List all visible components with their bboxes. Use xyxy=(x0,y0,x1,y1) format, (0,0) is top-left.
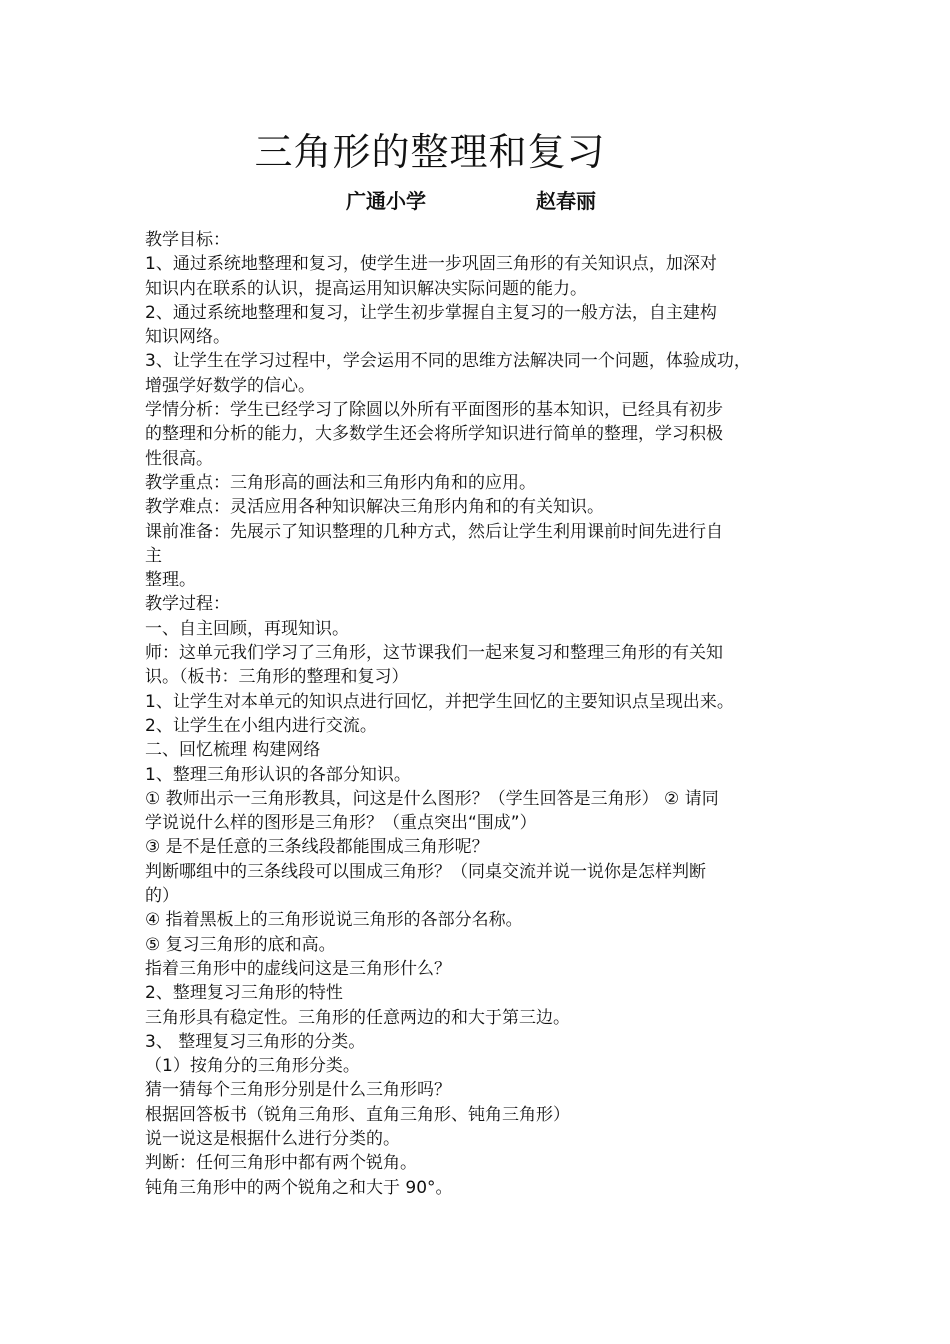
text-line: 2、让学生在小组内进行交流。 xyxy=(145,715,377,736)
text-line: 二、回忆梳理 构建网络 xyxy=(145,740,321,761)
text-line: 1、让学生对本单元的知识点进行回忆，并把学生回忆的主要知识点呈现出来。 xyxy=(145,691,734,712)
text-line: 的整理和分析的能力，大多数学生还会将所学知识进行简单的整理，学习积极 xyxy=(145,424,723,445)
document-title: 三角形的整理和复习 xyxy=(254,130,606,174)
text-line: （1）按角分的三角形分类。 xyxy=(145,1056,360,1077)
text-line: 增强学好数学的信心。 xyxy=(145,375,315,396)
text-line: 钝角三角形中的两个锐角之和大于 90°。 xyxy=(145,1177,453,1198)
text-line: 学情分析：学生已经学习了除圆以外所有平面图形的基本知识，已经具有初步 xyxy=(145,400,723,421)
text-line: 课前准备：先展示了知识整理的几种方式，然后让学生利用课前时间先进行自 xyxy=(145,521,723,542)
text-line: 一、自主回顾，再现知识。 xyxy=(145,618,349,639)
author-name: 赵春丽 xyxy=(536,189,596,213)
text-line: 知识内在联系的认识，提高运用知识解决实际问题的能力。 xyxy=(145,278,587,299)
text-line: 3、 整理复习三角形的分类。 xyxy=(145,1031,366,1052)
text-line: 识。（板书：三角形的整理和复习） xyxy=(145,667,409,688)
text-line: 三角形具有稳定性。三角形的任意两边的和大于第三边。 xyxy=(145,1007,570,1028)
text-line: 2、整理复习三角形的特性 xyxy=(145,983,343,1004)
text-line: 3、让学生在学习过程中，学会运用不同的思维方法解决同一个问题，体验成功， xyxy=(145,351,751,372)
text-line: 学说说什么样的图形是三角形？（重点突出“围成”） xyxy=(145,813,537,834)
text-line: 判断哪组中的三条线段可以围成三角形？（同桌交流并说一说你是怎样判断 xyxy=(145,861,706,882)
text-line: 猜一猜每个三角形分别是什么三角形吗？ xyxy=(145,1080,451,1101)
text-line: 性很高。 xyxy=(145,448,213,469)
text-line: 1、通过系统地整理和复习，使学生进一步巩固三角形的有关知识点，加深对 xyxy=(145,254,717,275)
text-line: 教学过程： xyxy=(145,594,230,615)
text-line: 2、通过系统地整理和复习，让学生初步掌握自主复习的一般方法，自主建构 xyxy=(145,302,717,323)
school-name: 广通小学 xyxy=(346,189,426,213)
text-line: 根据回答板书（锐角三角形、直角三角形、钝角三角形） xyxy=(145,1104,570,1125)
text-line: 整理。 xyxy=(145,570,196,591)
text-line: 主 xyxy=(145,545,162,566)
text-line: ③ 是不是任意的三条线段都能围成三角形呢？ xyxy=(145,837,489,858)
text-line: 的） xyxy=(145,886,179,907)
text-line: 教学难点：灵活应用各种知识解决三角形内角和的有关知识。 xyxy=(145,497,604,518)
text-line: ④ 指着黑板上的三角形说说三角形的各部分名称。 xyxy=(145,910,523,931)
text-line: 指着三角形中的虚线问这是三角形什么？ xyxy=(145,958,451,979)
text-line: 1、整理三角形认识的各部分知识。 xyxy=(145,764,411,785)
text-line: 教学重点：三角形高的画法和三角形内角和的应用。 xyxy=(145,472,536,493)
text-line: 教学目标： xyxy=(145,230,230,250)
text-line: 说一说这是根据什么进行分类的。 xyxy=(145,1128,400,1149)
text-line: 判断：任何三角形中都有两个锐角。 xyxy=(145,1153,417,1174)
document-body xyxy=(145,228,825,1200)
text-line: 知识网络。 xyxy=(145,327,230,348)
text-line: 师：这单元我们学习了三角形，这节课我们一起来复习和整理三角形的有关知 xyxy=(145,643,723,664)
text-line: ① 教师出示一三角形教具，问这是什么图形？（学生回答是三角形） ② 请同 xyxy=(145,788,719,809)
author-line xyxy=(0,186,950,216)
text-line: ⑤ 复习三角形的底和高。 xyxy=(145,934,336,955)
